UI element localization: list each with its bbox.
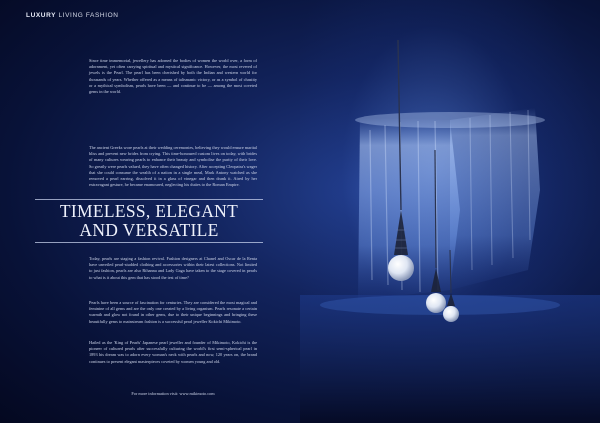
article-title-line1: TIMELESS, ELEGANT bbox=[59, 201, 239, 221]
nature-paragraph: Pearls have been a source of fascination for centuries. They are considered the most magical and feminine of all gems and are the only one created by a living organism. Pearls resonate a certain warmth and glow not found in other gems, due to their unique beginnings and bringing these beautifully gems to mainstream fashion is a successful pearl jeweller Kokichi Mikimoto. bbox=[89, 300, 257, 324]
header-section: LIVING FASHION bbox=[58, 12, 119, 19]
mikimoto-paragraph: Hailed as the 'King of Pearls' Japanese pearl jeweller and founder of Mikimoto, Kokichi is the pioneer of cultured pearls after successfully culturing the world's first semi-spherical pearl in 1893 his dream was to adorn every woman's neck with pearls and now, 120 years on, the brand continues to present elegant masterpieces coveted by women young and old. bbox=[89, 340, 257, 364]
website-line: For more information visit: www.mikimoto.com bbox=[131, 391, 215, 396]
header-brand: LUXURY bbox=[26, 12, 57, 19]
intro-paragraph: Since time immemorial, jewellery has adorned the bodies of women the world over, a form of adornment, yet often carrying spiritual and mystical significance. However, the most revered of jewels is the Pearl. The pearl has been cherished by both the Indian and western world for thousands of years. Whether offered as a means of talismanic victory, or as a symbol of chastity or a mythical symbolism, pearls have been — and continue to be — among the most coveted gems in the world. bbox=[89, 58, 257, 95]
today-paragraph: Today, pearls are staging a fashion revival. Fashion designers at Chanel and Oscar de la Renta have unveiled pearl-studded clothing and accessories within their latest collections. Not limited to just fashion, pearls are also Rihanna and Lady Gaga have taken to the stage covered in pearls to what is it about this gem that has stood the test of time? bbox=[89, 256, 257, 280]
history-paragraph: The ancient Greeks wore pearls at their wedding ceremonies, believing they would ensure marital bliss and prevent new brides from crying. This time-honoured custom lives on today, with brides of many cultures wearing pearls to enhance their beauty and symbolise the purity of their love. So greatly were pearls valued, they have often changed history. After accepting Cleopatra's wager that she could consume the wealth of a nation in a single meal, Mark Antony watched as she removed a pearl earring, dissolved it in a glass of vinegar and then drank it. Aired by her extravagant gesture, he became enamoured, neglecting his duties to the Roman Empire. bbox=[89, 145, 257, 188]
article-title-line2: AND VERSATILE bbox=[79, 220, 219, 240]
title-rule-top bbox=[35, 199, 263, 200]
section-header bbox=[26, 12, 119, 19]
jewellery-photo bbox=[300, 0, 600, 423]
title-rule-bottom bbox=[35, 242, 263, 243]
